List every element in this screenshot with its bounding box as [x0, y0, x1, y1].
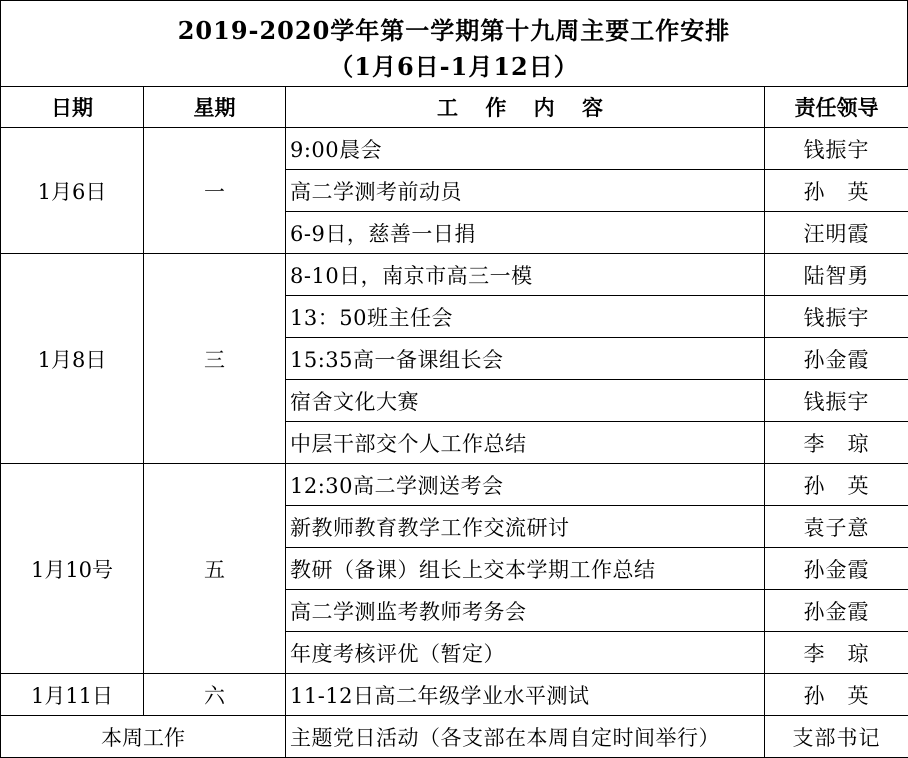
leader-cell: 孙金霞 — [765, 338, 908, 380]
content-cell: 宿舍文化大赛 — [286, 380, 765, 422]
date-cell: 1月10号 — [1, 464, 144, 674]
leader-cell: 孙 英 — [765, 464, 908, 506]
content-cell: 12:30高二学测送考会 — [286, 464, 765, 506]
schedule-table — [0, 86, 908, 758]
content-cell: 高二学测考前动员 — [286, 170, 765, 212]
leader-cell: 李 琼 — [765, 632, 908, 674]
content-cell: 高二学测监考教师考务会 — [286, 590, 765, 632]
leader-cell: 钱振宇 — [765, 128, 908, 170]
footer-label: 本周工作 — [1, 716, 286, 758]
content-cell: 年度考核评优（暂定） — [286, 632, 765, 674]
title-line-2: （1月6日-1月12日） — [329, 52, 579, 81]
content-cell: 新教师教育教学工作交流研讨 — [286, 506, 765, 548]
title-line-1: 2019-2020学年第一学期第十九周主要工作安排 — [177, 16, 731, 45]
header-leader: 责任领导 — [765, 87, 908, 128]
leader-cell: 陆智勇 — [765, 254, 908, 296]
leader-cell: 钱振宇 — [765, 380, 908, 422]
footer-row — [1, 716, 908, 758]
content-cell: 8-10日，南京市高三一模 — [286, 254, 765, 296]
content-cell: 9:00晨会 — [286, 128, 765, 170]
leader-cell: 钱振宇 — [765, 296, 908, 338]
content-cell: 13：50班主任会 — [286, 296, 765, 338]
table-row — [1, 464, 908, 506]
leader-cell: 孙 英 — [765, 674, 908, 716]
table-row — [1, 674, 908, 716]
leader-cell: 孙金霞 — [765, 548, 908, 590]
leader-cell: 汪明霞 — [765, 212, 908, 254]
header-date: 日期 — [1, 87, 144, 128]
weekday-cell: 三 — [144, 254, 286, 464]
header-content: 工 作 内 容 — [286, 87, 765, 128]
content-cell: 15:35高一备课组长会 — [286, 338, 765, 380]
footer-content: 主题党日活动（各支部在本周自定时间举行） — [286, 716, 765, 758]
footer-leader: 支部书记 — [765, 716, 908, 758]
header-row — [1, 87, 908, 128]
document-title — [0, 0, 908, 86]
content-cell: 教研（备课）组长上交本学期工作总结 — [286, 548, 765, 590]
header-weekday: 星期 — [144, 87, 286, 128]
content-cell: 6-9日，慈善一日捐 — [286, 212, 765, 254]
leader-cell: 李 琼 — [765, 422, 908, 464]
date-cell: 1月6日 — [1, 128, 144, 254]
content-cell: 11-12日高二年级学业水平测试 — [286, 674, 765, 716]
table-row — [1, 254, 908, 296]
weekday-cell: 五 — [144, 464, 286, 674]
content-cell: 中层干部交个人工作总结 — [286, 422, 765, 464]
leader-cell: 孙 英 — [765, 170, 908, 212]
leader-cell: 袁子意 — [765, 506, 908, 548]
weekday-cell: 一 — [144, 128, 286, 254]
leader-cell: 孙金霞 — [765, 590, 908, 632]
date-cell: 1月8日 — [1, 254, 144, 464]
date-cell: 1月11日 — [1, 674, 144, 716]
weekday-cell: 六 — [144, 674, 286, 716]
table-row — [1, 128, 908, 170]
